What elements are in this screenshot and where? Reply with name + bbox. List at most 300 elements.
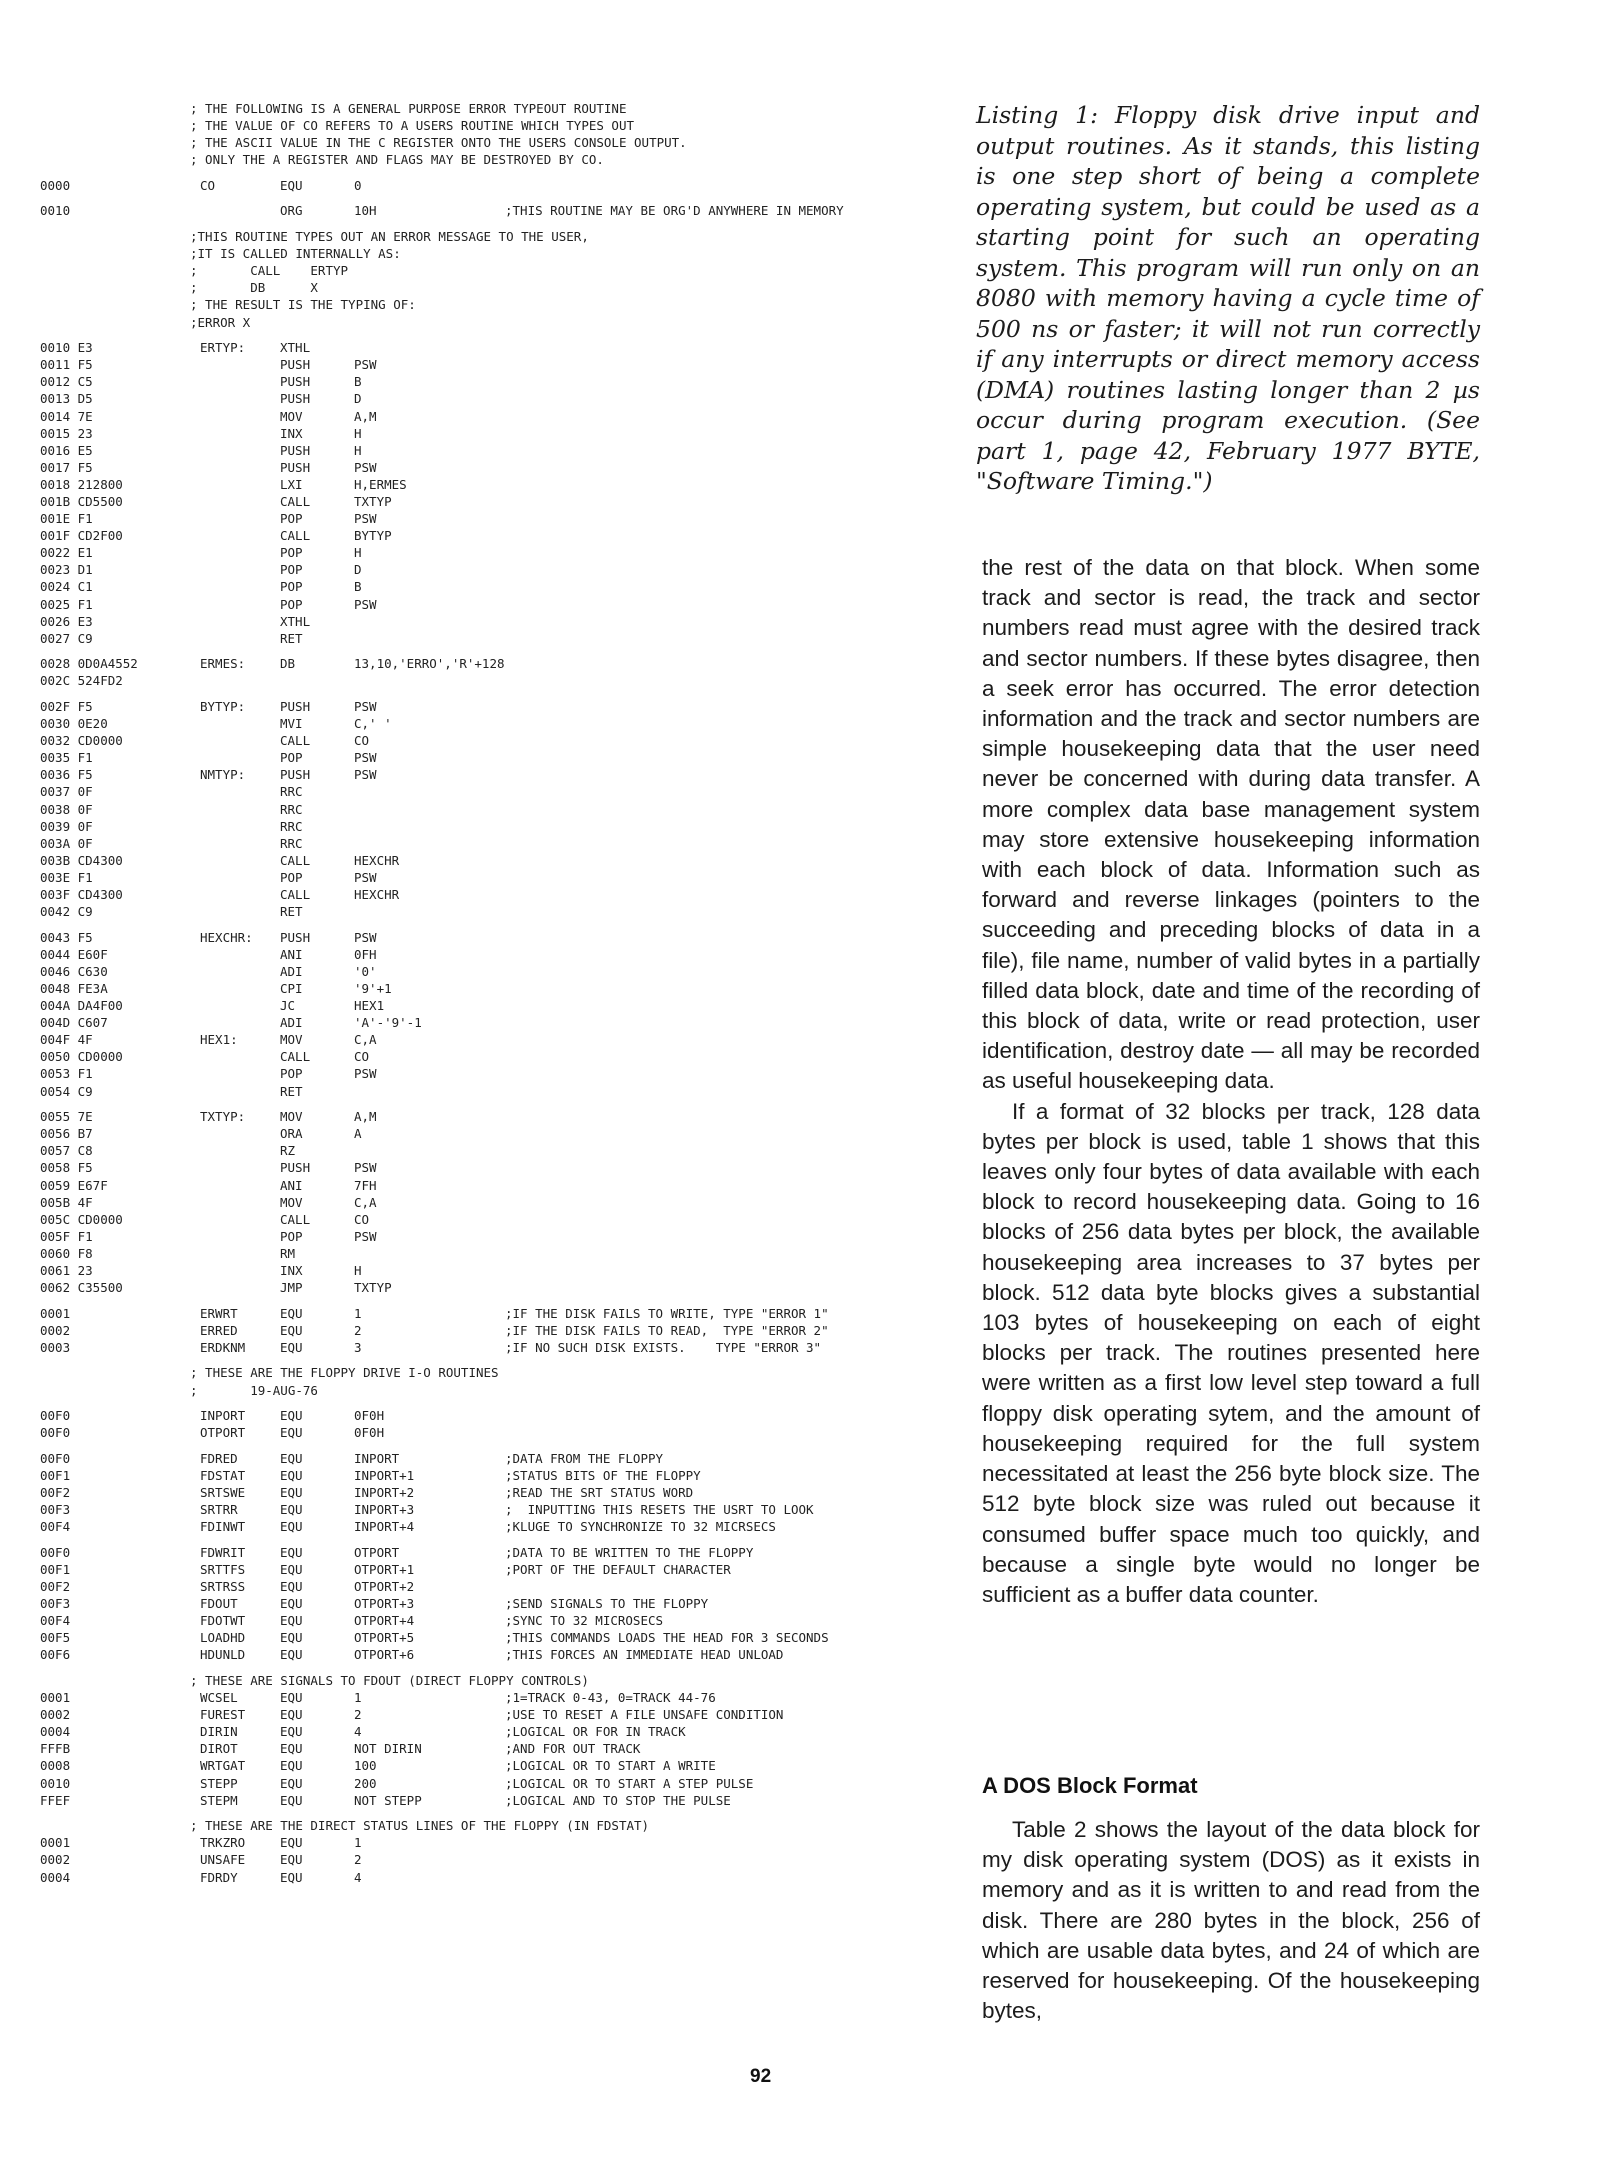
listing-address: 0026 E3 <box>40 613 93 629</box>
article-body <box>982 553 1480 1610</box>
listing-line <box>40 1689 960 1706</box>
listing-address: 0028 0D0A4552 <box>40 656 138 672</box>
listing-line <box>40 1382 960 1399</box>
listing-operand: HEXCHR <box>354 852 400 868</box>
listing-opcode: POP <box>280 545 303 561</box>
listing-address: 003E F1 <box>40 869 93 885</box>
listing-address: 004D C607 <box>40 1015 108 1031</box>
listing-address: 0037 0F <box>40 784 93 800</box>
listing-opcode: POP <box>280 1066 303 1082</box>
listing-address: 0010 <box>40 1775 71 1791</box>
listing-inline-comment: ;KLUGE TO SYNCHRONIZE TO 32 MICRSECS <box>505 1519 776 1535</box>
listing-address: 0001 <box>40 1305 71 1321</box>
listing-comment: ; DB X <box>190 280 318 296</box>
listing-address: 0053 F1 <box>40 1066 93 1082</box>
listing-opcode: CALL <box>280 887 311 903</box>
listing-operand: PSW <box>354 1160 377 1176</box>
listing-line <box>40 1322 960 1339</box>
listing-inline-comment: ;THIS ROUTINE MAY BE ORG'D ANYWHERE IN MEMORY <box>505 203 844 219</box>
listing-address: FFEF <box>40 1792 71 1808</box>
listing-inline-comment: ;USE TO RESET A FILE UNSAFE CONDITION <box>505 1707 784 1723</box>
listing-opcode: EQU <box>280 1852 303 1868</box>
listing-line <box>40 1792 960 1809</box>
listing-line <box>40 980 960 997</box>
listing-label: DIROT <box>200 1741 238 1757</box>
listing-operand: 0 <box>354 177 362 193</box>
listing-line <box>40 544 960 561</box>
listing-operand: H <box>354 545 362 561</box>
listing-operand: 13,10,'ERRO','R'+128 <box>354 656 505 672</box>
listing-address: 0059 E67F <box>40 1177 108 1193</box>
listing-opcode: CALL <box>280 1049 311 1065</box>
listing-line <box>40 1262 960 1279</box>
listing-line <box>40 963 960 980</box>
listing-opcode: POP <box>280 596 303 612</box>
listing-address: 00F4 <box>40 1519 71 1535</box>
listing-address: 0001 <box>40 1835 71 1851</box>
listing-operand: INPORT+4 <box>354 1519 415 1535</box>
listing-comment: ; 19-AUG-76 <box>190 1382 318 1398</box>
listing-opcode: EQU <box>280 1561 303 1577</box>
listing-address: 001E F1 <box>40 511 93 527</box>
listing-opcode: EQU <box>280 177 303 193</box>
listing-address: 003A 0F <box>40 835 93 851</box>
listing-address: 0004 <box>40 1869 71 1885</box>
listing-address: 0004 <box>40 1724 71 1740</box>
listing-line <box>40 425 960 442</box>
listing-spacer <box>40 1100 960 1109</box>
listing-operand: D <box>354 562 362 578</box>
listing-line <box>40 1014 960 1031</box>
listing-line <box>40 117 960 134</box>
listing-operand: CO <box>354 1211 370 1227</box>
listing-spacer <box>40 1296 960 1305</box>
listing-line <box>40 1723 960 1740</box>
listing-comment: ;ERROR X <box>190 314 251 330</box>
listing-label: TRKZRO <box>200 1835 246 1851</box>
listing-line <box>40 1364 960 1381</box>
listing-address: 0017 F5 <box>40 459 93 475</box>
listing-line <box>40 134 960 151</box>
listing-line <box>40 1065 960 1082</box>
listing-line <box>40 1629 960 1646</box>
listing-label: NMTYP: <box>200 767 246 783</box>
listing-operand: PSW <box>354 357 377 373</box>
listing-inline-comment: ;THIS COMMANDS LOADS THE HEAD FOR 3 SECONDS <box>505 1630 829 1646</box>
listing-opcode: ADI <box>280 1015 303 1031</box>
listing-line <box>40 835 960 852</box>
listing-operand: 1 <box>354 1690 362 1706</box>
listing-line <box>40 373 960 390</box>
listing-line <box>40 869 960 886</box>
listing-line <box>40 783 960 800</box>
listing-line <box>40 886 960 903</box>
listing-label: SRTSWE <box>200 1485 246 1501</box>
listing-spacer <box>40 1535 960 1544</box>
listing-opcode: POP <box>280 562 303 578</box>
listing-operand: 4 <box>354 1869 362 1885</box>
listing-line <box>40 1612 960 1629</box>
listing-opcode: CPI <box>280 981 303 996</box>
listing-line <box>40 1484 960 1501</box>
listing-label: FDINWT <box>200 1519 246 1535</box>
listing-opcode: PUSH <box>280 459 311 475</box>
listing-address: 0035 F1 <box>40 750 93 766</box>
listing-opcode: PUSH <box>280 391 311 407</box>
listing-opcode: MOV <box>280 1032 303 1048</box>
listing-opcode: EQU <box>280 1519 303 1535</box>
listing-opcode: EQU <box>280 1596 303 1612</box>
body-paragraph-2: If a format of 32 blocks per track, 128 data bytes per block is used, table 1 shows that this leaves only four bytes of data available with each block to record housekeeping data. Going to 16 blocks of 256 data bytes per block, the available housekeeping area increases to 37 bytes per block. 512 data byte blocks gives a substantial 103 bytes of housekeeping on each of eight blocks per track. The routines presented here were written as a first low level step toward a full floppy disk operating sytem, and the amount of housekeeping required for the full system necessitated at least the 256 byte block size. The 512 byte block size was ruled out because it consumed buffer space much too quickly, and because a single byte would no longer be sufficient as a buffer data counter. <box>982 1098 1480 1607</box>
listing-address: 0050 CD0000 <box>40 1049 123 1065</box>
listing-comment: ; THESE ARE THE FLOPPY DRIVE I-O ROUTINES <box>190 1365 499 1381</box>
listing-operand: INPORT <box>354 1450 400 1466</box>
listing-line <box>40 818 960 835</box>
listing-operand: B <box>354 374 362 390</box>
listing-line <box>40 715 960 732</box>
listing-label: UNSAFE <box>200 1852 246 1868</box>
listing-line <box>40 749 960 766</box>
listing-line <box>40 459 960 476</box>
listing-address: 0000 <box>40 177 71 193</box>
listing-inline-comment: ;SYNC TO 32 MICROSECS <box>505 1613 664 1629</box>
listing-address: 0058 F5 <box>40 1160 93 1176</box>
listing-line <box>40 929 960 946</box>
listing-address: 0011 F5 <box>40 357 93 373</box>
listing-opcode: POP <box>280 869 303 885</box>
listing-opcode: INX <box>280 1263 303 1278</box>
listing-line <box>40 1228 960 1245</box>
listing-line <box>40 510 960 527</box>
listing-label: HEX1: <box>200 1032 238 1048</box>
listing-line <box>40 100 960 117</box>
listing-comment: ; ONLY THE A REGISTER AND FLAGS MAY BE DESTROYED BY CO. <box>190 152 604 168</box>
listing-operand: 0FH <box>354 946 377 962</box>
listing-operand: 100 <box>354 1758 377 1774</box>
listing-inline-comment: ;SEND SIGNALS TO THE FLOPPY <box>505 1596 709 1612</box>
listing-line <box>40 1125 960 1142</box>
listing-address: 0039 0F <box>40 818 93 834</box>
listing-operand: HEXCHR <box>354 887 400 903</box>
listing-address: 0010 <box>40 203 71 219</box>
listing-address: 005C CD0000 <box>40 1211 123 1227</box>
listing-line <box>40 732 960 749</box>
listing-operand: C,A <box>354 1194 377 1210</box>
article-body-continued <box>982 1815 1480 2026</box>
listing-address: 0002 <box>40 1322 71 1338</box>
listing-label: HEXCHR: <box>200 929 253 945</box>
listing-line <box>40 228 960 245</box>
listing-opcode: EQU <box>280 1425 303 1441</box>
listing-line <box>40 356 960 373</box>
listing-opcode: RRC <box>280 818 303 834</box>
listing-opcode: PUSH <box>280 929 311 945</box>
listing-operand: OTPORT+6 <box>354 1647 415 1663</box>
listing-operand: 0F0H <box>354 1425 385 1441</box>
listing-line <box>40 527 960 544</box>
listing-line <box>40 151 960 168</box>
listing-address: 0046 C630 <box>40 963 108 979</box>
listing-line <box>40 1501 960 1518</box>
listing-address: 0043 F5 <box>40 929 93 945</box>
listing-line <box>40 852 960 869</box>
listing-comment: ;THIS ROUTINE TYPES OUT AN ERROR MESSAGE TO THE USER, <box>190 229 589 245</box>
listing-opcode: CALL <box>280 1211 311 1227</box>
listing-inline-comment: ;DATA TO BE WRITTEN TO THE FLOPPY <box>505 1544 754 1560</box>
listing-line <box>40 672 960 689</box>
listing-address: 003B CD4300 <box>40 852 123 868</box>
listing-line <box>40 561 960 578</box>
listing-address: 0044 E60F <box>40 946 108 962</box>
listing-inline-comment: ;PORT OF THE DEFAULT CHARACTER <box>505 1561 731 1577</box>
listing-opcode: RRC <box>280 801 303 817</box>
listing-opcode: EQU <box>280 1690 303 1706</box>
listing-inline-comment: ;IF THE DISK FAILS TO WRITE, TYPE "ERROR 1" <box>505 1305 829 1321</box>
listing-line <box>40 1544 960 1561</box>
listing-opcode: POP <box>280 750 303 766</box>
listing-address: 0010 E3 <box>40 340 93 356</box>
listing-address: 0022 E1 <box>40 545 93 561</box>
listing-spacer <box>40 331 960 340</box>
listing-line <box>40 408 960 425</box>
listing-address: 00F2 <box>40 1485 71 1501</box>
listing-operand: 'A'-'9'-1 <box>354 1015 422 1031</box>
listing-address: 0023 D1 <box>40 562 93 578</box>
listing-address: 00F0 <box>40 1408 71 1424</box>
listing-label: OTPORT <box>200 1425 246 1441</box>
listing-opcode: MVI <box>280 716 303 732</box>
listing-address: 005F F1 <box>40 1228 93 1244</box>
listing-opcode: EQU <box>280 1305 303 1321</box>
listing-label: SRTRSS <box>200 1579 246 1594</box>
listing-line <box>40 314 960 331</box>
listing-line <box>40 1740 960 1757</box>
listing-opcode: EQU <box>280 1647 303 1663</box>
listing-opcode: EQU <box>280 1630 303 1646</box>
listing-operand: OTPORT+1 <box>354 1561 415 1577</box>
listing-operand: H <box>354 1263 362 1278</box>
listing-inline-comment: ;IF THE DISK FAILS TO READ, TYPE "ERROR 2" <box>505 1322 829 1338</box>
listing-address: 0060 F8 <box>40 1245 93 1261</box>
listing-address: 0014 7E <box>40 408 93 424</box>
listing-spacer <box>40 1356 960 1365</box>
listing-opcode: RET <box>280 904 303 920</box>
listing-operand: TXTYP <box>354 493 392 509</box>
listing-line <box>40 997 960 1014</box>
listing-line <box>40 578 960 595</box>
listing-line <box>40 202 960 219</box>
listing-label: ERDKNM <box>200 1339 246 1355</box>
listing-opcode: CALL <box>280 852 311 868</box>
listing-address: 002C 524FD2 <box>40 673 123 689</box>
listing-address: 005B 4F <box>40 1194 93 1210</box>
listing-line <box>40 1578 960 1595</box>
listing-operand: CO <box>354 1049 370 1065</box>
listing-operand: H,ERMES <box>354 476 407 492</box>
listing-line <box>40 296 960 313</box>
listing-line <box>40 1450 960 1467</box>
listing-line <box>40 655 960 672</box>
listing-address: 0056 B7 <box>40 1126 93 1142</box>
listing-comment: ; THE ASCII VALUE IN THE C REGISTER ONTO THE USERS CONSOLE OUTPUT. <box>190 135 687 151</box>
listing-comment: ;IT IS CALLED INTERNALLY AS: <box>190 246 401 262</box>
listing-opcode: EQU <box>280 1869 303 1885</box>
listing-address: 0055 7E <box>40 1109 93 1125</box>
listing-inline-comment: ;LOGICAL AND TO STOP THE PULSE <box>505 1792 731 1808</box>
listing-spacer <box>40 194 960 203</box>
listing-inline-comment: ;THIS FORCES AN IMMEDIATE HEAD UNLOAD <box>505 1647 784 1663</box>
listing-opcode: XTHL <box>280 340 311 356</box>
listing-opcode: RRC <box>280 784 303 800</box>
listing-line <box>40 1851 960 1868</box>
listing-label: INPORT <box>200 1408 246 1424</box>
listing-comment: ; THE VALUE OF CO REFERS TO A USERS ROUTINE WHICH TYPES OUT <box>190 118 635 134</box>
section-heading: A DOS Block Format <box>982 1773 1198 1798</box>
listing-label: FDOTWT <box>200 1613 246 1629</box>
listing-operand: OTPORT <box>354 1544 400 1560</box>
listing-address: 002F F5 <box>40 699 93 714</box>
listing-line <box>40 1467 960 1484</box>
listing-line <box>40 1083 960 1100</box>
listing-opcode: RRC <box>280 835 303 851</box>
listing-address: 00F1 <box>40 1467 71 1483</box>
listing-opcode: POP <box>280 579 303 595</box>
listing-address: 0057 C8 <box>40 1143 93 1159</box>
listing-opcode: EQU <box>280 1758 303 1774</box>
listing-operand: D <box>354 391 362 407</box>
code-listing <box>40 100 960 2030</box>
listing-address: 00F5 <box>40 1630 71 1646</box>
listing-line <box>40 698 960 715</box>
listing-label: SRTTFS <box>200 1561 246 1577</box>
listing-line <box>40 1407 960 1424</box>
listing-line <box>40 1646 960 1663</box>
page-number: 92 <box>750 2066 772 2087</box>
listing-label: BYTYP: <box>200 699 246 714</box>
listing-address: 00F6 <box>40 1647 71 1663</box>
listing-opcode: CALL <box>280 493 311 509</box>
listing-address: 0008 <box>40 1758 71 1774</box>
listing-operand: A,M <box>354 408 377 424</box>
listing-operand: '9'+1 <box>354 981 392 996</box>
listing-operand: 2 <box>354 1707 362 1723</box>
listing-opcode: MOV <box>280 408 303 424</box>
listing-operand: OTPORT+4 <box>354 1613 415 1629</box>
listing-inline-comment: ;LOGICAL OR FOR IN TRACK <box>505 1724 686 1740</box>
listing-address: 0062 C35500 <box>40 1280 123 1296</box>
listing-operand: PSW <box>354 459 377 475</box>
listing-address: 0038 0F <box>40 801 93 817</box>
listing-operand: H <box>354 425 362 441</box>
listing-comment: ; THE FOLLOWING IS A GENERAL PURPOSE ERROR TYPEOUT ROUTINE <box>190 101 627 116</box>
listing-operand: PSW <box>354 1066 377 1082</box>
listing-spacer <box>40 647 960 656</box>
listing-spacer <box>40 220 960 229</box>
body-paragraph-1: the rest of the data on that block. When some track and sector is read, the track and sector numbers read must agree with the desired track and sector numbers. If these bytes disagree, then a seek error has occurred. The error detection information and the track and sector numbers are simple housekeeping data that the user need never be concerned with during data transfer. A more complex data base management system may store extensive housekeeping information with each block of data. Information such as forward and reverse linkages (pointers to the succeeding and preceding blocks of data in a file), file name, number of valid bytes in a partially filled data block, date and time of the recording of this block of data, write or read protection, user identification, destroy date — all may be recorded as useful housekeeping data. <box>982 555 1480 1094</box>
listing-opcode: INX <box>280 425 303 441</box>
listing-inline-comment: ;1=TRACK 0-43, 0=TRACK 44-76 <box>505 1690 716 1706</box>
listing-label: FDRED <box>200 1450 238 1466</box>
listing-label: SRTRR <box>200 1502 238 1518</box>
listing-address: 00F3 <box>40 1596 71 1612</box>
listing-operand: NOT DIRIN <box>354 1741 422 1757</box>
listing-opcode: EQU <box>280 1467 303 1483</box>
listing-operand: INPORT+1 <box>354 1467 415 1483</box>
listing-line <box>40 493 960 510</box>
listing-address: 0024 C1 <box>40 579 93 595</box>
listing-spacer <box>40 1399 960 1408</box>
listing-inline-comment: ;LOGICAL OR TO START A STEP PULSE <box>505 1775 754 1791</box>
listing-label: FDRDY <box>200 1869 238 1885</box>
listing-operand: PSW <box>354 869 377 885</box>
listing-operand: BYTYP <box>354 528 392 544</box>
listing-line <box>40 1279 960 1296</box>
listing-label: WRTGAT <box>200 1758 246 1774</box>
listing-label: ERRED <box>200 1322 238 1338</box>
listing-label: FDSTAT <box>200 1467 246 1483</box>
listing-opcode: XTHL <box>280 613 311 629</box>
listing-opcode: PUSH <box>280 699 311 714</box>
listing-opcode: PUSH <box>280 1160 311 1176</box>
listing-label: ERWRT <box>200 1305 238 1321</box>
listing-address: 00F0 <box>40 1450 71 1466</box>
listing-operand: HEX1 <box>354 998 385 1014</box>
listing-inline-comment: ;READ THE SRT STATUS WORD <box>505 1485 694 1501</box>
listing-label: ERMES: <box>200 656 246 672</box>
listing-line <box>40 390 960 407</box>
listing-opcode: EQU <box>280 1613 303 1629</box>
listing-line <box>40 262 960 279</box>
listing-address: 0048 FE3A <box>40 981 108 996</box>
listing-opcode: PUSH <box>280 442 311 458</box>
listing-operand: PSW <box>354 596 377 612</box>
listing-opcode: EQU <box>280 1502 303 1518</box>
listing-opcode: ADI <box>280 963 303 979</box>
listing-address: 003F CD4300 <box>40 887 123 903</box>
listing-line <box>40 630 960 647</box>
listing-line <box>40 1518 960 1535</box>
listing-operand: 2 <box>354 1852 362 1868</box>
listing-opcode: EQU <box>280 1408 303 1424</box>
listing-operand: NOT STEPP <box>354 1792 422 1808</box>
listing-opcode: EQU <box>280 1724 303 1740</box>
listing-operand: OTPORT+3 <box>354 1596 415 1612</box>
listing-address: 00F0 <box>40 1544 71 1560</box>
listing-line <box>40 1031 960 1048</box>
listing-line <box>40 1305 960 1322</box>
listing-line <box>40 476 960 493</box>
listing-opcode: DB <box>280 656 296 672</box>
listing-opcode: ANI <box>280 1177 303 1193</box>
listing-address: 0030 0E20 <box>40 716 108 732</box>
listing-address: 0015 23 <box>40 425 93 441</box>
listing-operand: H <box>354 442 362 458</box>
listing-address: 0002 <box>40 1852 71 1868</box>
listing-opcode: CALL <box>280 733 311 749</box>
listing-operand: 3 <box>354 1339 362 1355</box>
listing-operand: PSW <box>354 699 377 714</box>
listing-inline-comment: ;AND FOR OUT TRACK <box>505 1741 641 1757</box>
listing-line <box>40 442 960 459</box>
listing-inline-comment: ;DATA FROM THE FLOPPY <box>505 1450 664 1466</box>
listing-line <box>40 1561 960 1578</box>
listing-address: 0054 C9 <box>40 1083 93 1099</box>
listing-line <box>40 245 960 262</box>
listing-operand: B <box>354 579 362 595</box>
listing-line <box>40 1869 960 1886</box>
listing-operand: PSW <box>354 767 377 783</box>
listing-operand: TXTYP <box>354 1280 392 1296</box>
